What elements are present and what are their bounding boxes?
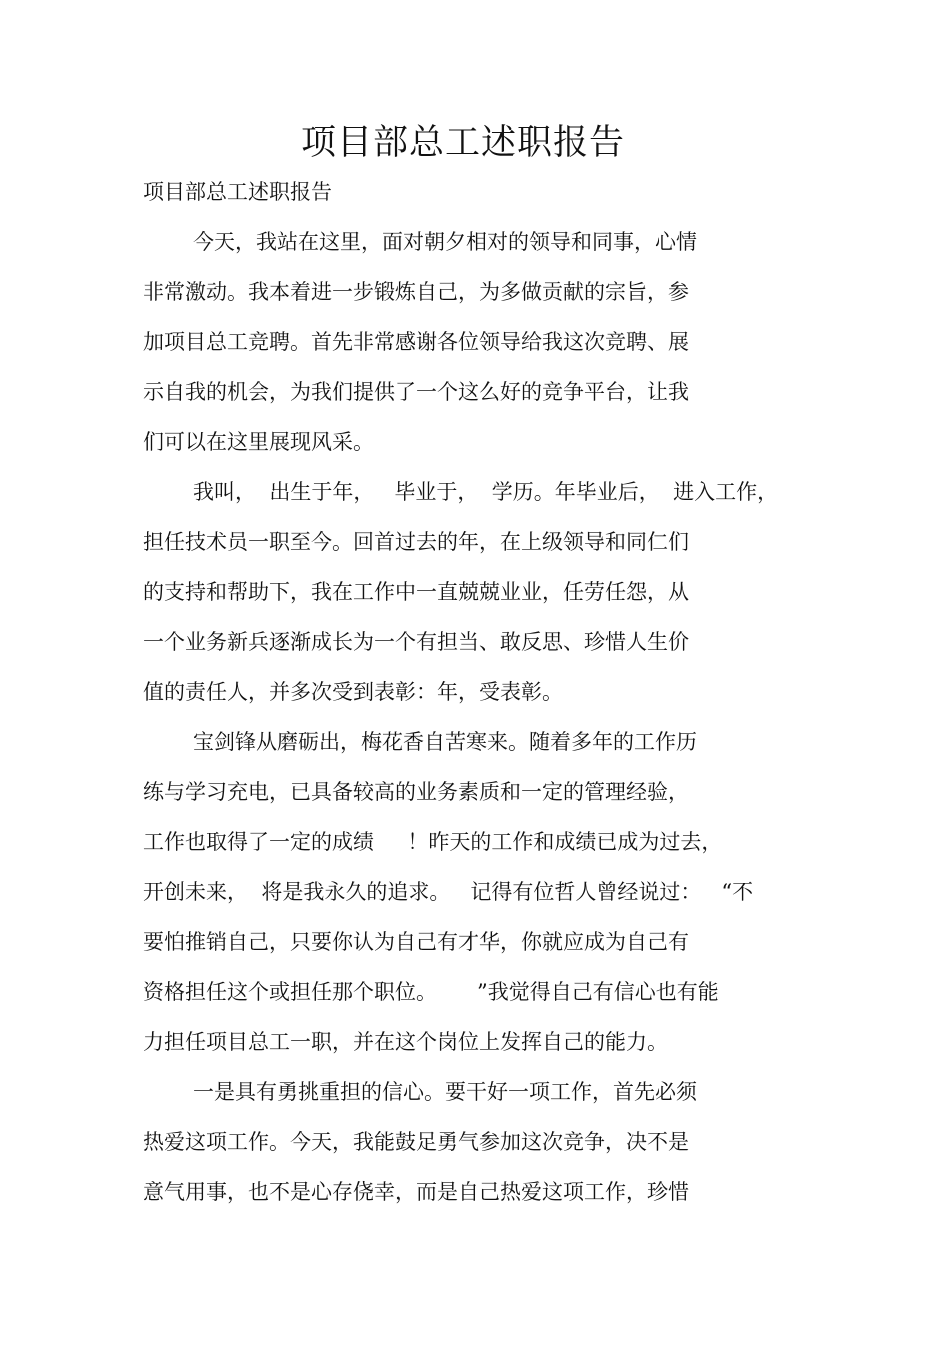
paragraph-line: 非常激动。我本着进一步锻炼自己，为多做贡献的宗旨，参 <box>143 280 689 304</box>
paragraph-line: 加项目总工竞聘。首先非常感谢各位领导给我这次竞聘、展 <box>143 330 689 354</box>
paragraph-line: 力担任项目总工一职，并在这个岗位上发挥自己的能力。 <box>143 1030 668 1054</box>
document-title: 项目部总工述职报告 <box>300 123 625 163</box>
paragraph-line: 我叫， 出生于年， 毕业于， 学历。年毕业后， 进入工作， <box>193 480 779 504</box>
paragraph-line: 资格担任这个或担任那个职位。 ”我觉得自己有信心也有能 <box>143 980 719 1004</box>
document-body <box>143 222 843 1222</box>
paragraph-line: 要怕推销自己，只要你认为自己有才华，你就应成为自己有 <box>143 930 689 954</box>
paragraph-line: 热爱这项工作。今天，我能鼓足勇气参加这次竞争，决不是 <box>143 1130 689 1154</box>
paragraph-line: 练与学习充电，已具备较高的业务素质和一定的管理经验， <box>143 780 689 804</box>
paragraph-line: 的支持和帮助下，我在工作中一直兢兢业业，任劳任怨，从 <box>143 580 689 604</box>
paragraph-line: 一是具有勇挑重担的信心。要干好一项工作，首先必须 <box>193 1080 697 1104</box>
paragraph-line: 一个业务新兵逐渐成长为一个有担当、敢反思、珍惜人生价 <box>143 630 689 654</box>
paragraph-line: 工作也取得了一定的成绩 ！昨天的工作和成绩已成为过去， <box>143 830 723 854</box>
paragraph-line: 今天，我站在这里，面对朝夕相对的领导和同事，心情 <box>193 230 697 254</box>
paragraph-line: 值的责任人，并多次受到表彰：年，受表彰。 <box>143 680 563 704</box>
paragraph-line: 开创未来， 将是我永久的追求。 记得有位哲人曾经说过： “不 <box>143 880 754 904</box>
paragraph-line: 意气用事，也不是心存侥幸，而是自己热爱这项工作，珍惜 <box>143 1180 689 1204</box>
paragraph-line: 示自我的机会，为我们提供了一个这么好的竞争平台，让我 <box>143 380 689 404</box>
document-subtitle: 项目部总工述职报告 <box>143 180 332 204</box>
paragraph-line: 担任技术员一职至今。回首过去的年，在上级领导和同仁们 <box>143 530 689 554</box>
paragraph-line: 宝剑锋从磨砺出，梅花香自苦寒来。随着多年的工作历 <box>193 730 697 754</box>
paragraph-line: 们可以在这里展现风采。 <box>143 430 374 454</box>
